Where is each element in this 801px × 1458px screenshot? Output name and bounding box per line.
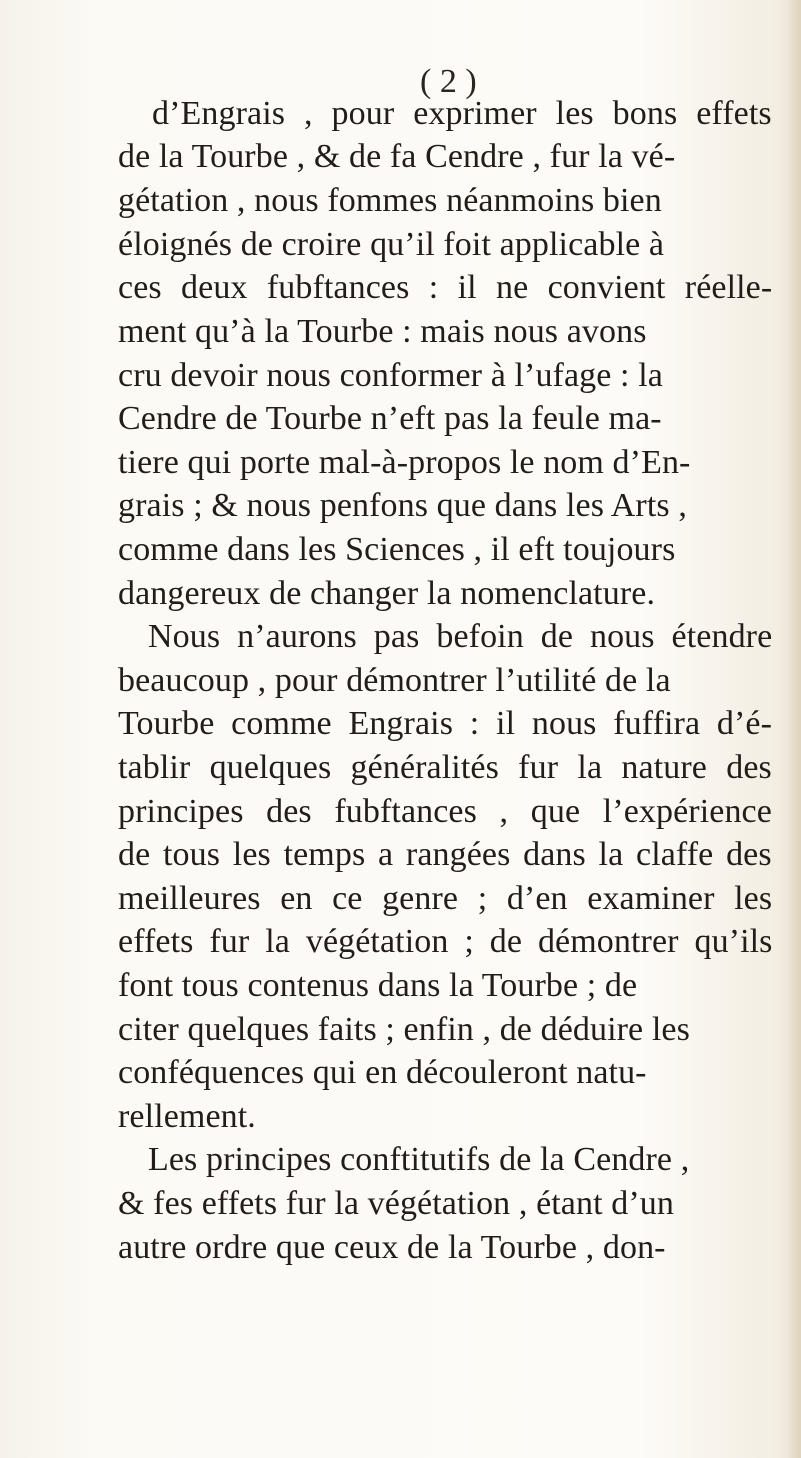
page-edge-shadow bbox=[787, 0, 801, 1458]
text-line: dangereux de changer la nomenclature. bbox=[118, 575, 656, 612]
text-line: grais ; & nous penfons que dans les Arts , bbox=[118, 487, 687, 524]
text-line: Nous n’aurons pas befoin de nous étendre bbox=[148, 618, 773, 655]
text-line: comme dans les Sciences , il eft toujours bbox=[118, 531, 676, 568]
text-line: ces deux fubftances : il ne convient réelle- bbox=[118, 269, 773, 306]
text-line: d’Engrais , pour exprimer les bons effets bbox=[152, 95, 772, 132]
text-line: Cendre de Tourbe n’eft pas la feule ma- bbox=[118, 400, 662, 437]
text-line: autre ordre que ceux de la Tourbe , don- bbox=[118, 1229, 666, 1266]
text-line: tiere qui porte mal-à-propos le nom d’En- bbox=[118, 444, 691, 481]
text-line: ment qu’à la Tourbe : mais nous avons bbox=[118, 313, 647, 350]
text-line: gétation , nous fommes néanmoins bien bbox=[118, 182, 662, 219]
page-number: ( 2 ) bbox=[420, 63, 477, 100]
text-line: éloignés de croire qu’il foit applicable à bbox=[118, 226, 665, 263]
text-line: & fes effets fur la végétation , étant d’un bbox=[118, 1185, 674, 1222]
text-line: conféquences qui en découleront natu- bbox=[118, 1054, 647, 1091]
text-line: effets fur la végétation ; de démontrer qu’ils bbox=[118, 923, 773, 960]
text-line: Tourbe comme Engrais : il nous fuffira d’é- bbox=[118, 705, 773, 742]
text-line: cru devoir nous conformer à l’ufage : la bbox=[118, 357, 663, 394]
text-line: tablir quelques généralités fur la nature des bbox=[118, 749, 772, 786]
text-line: de la Tourbe , & de fa Cendre , fur la vé- bbox=[118, 138, 676, 175]
text-line: font tous contenus dans la Tourbe ; de bbox=[118, 967, 638, 1004]
text-line: citer quelques faits ; enfin , de déduire les bbox=[118, 1011, 690, 1048]
text-line: de tous les temps a rangées dans la claffe des bbox=[118, 836, 772, 873]
text-line: beaucoup , pour démontrer l’utilité de la bbox=[118, 662, 671, 699]
text-line: meilleures en ce genre ; d’en examiner les bbox=[118, 880, 773, 917]
text-line: principes des fubftances , que l’expérience bbox=[118, 793, 772, 830]
text-line: rellement. bbox=[118, 1098, 256, 1135]
text-line: Les principes conftitutifs de la Cendre , bbox=[148, 1141, 690, 1178]
